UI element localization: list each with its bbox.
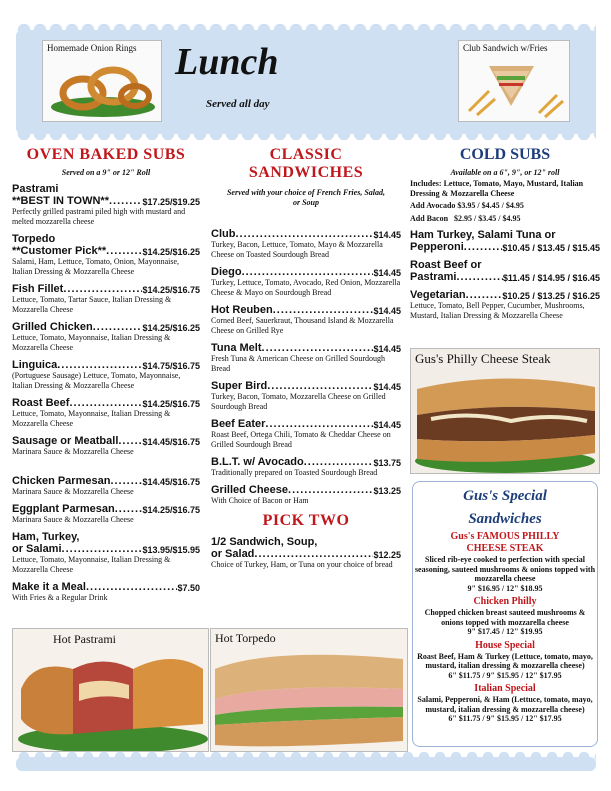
menu-item-name: Roast Beef [12, 397, 70, 409]
oven-baked-column [12, 146, 200, 609]
gus-item-price: 9" $16.95 / 12" $18.95 [467, 583, 543, 593]
menu-item-description: Perfectly grilled pastrami piled high with mustard and melted mozzarella cheese [12, 207, 186, 226]
menu-item [211, 228, 401, 260]
page-subtitle: Served all day [206, 98, 270, 110]
menu-item-price: $14.25/$16.25 [142, 247, 200, 257]
menu-item-price: $11.45 / $14.95 / $16.45 [502, 273, 600, 283]
menu-item [410, 289, 600, 321]
menu-item-price: $14.45 [373, 306, 401, 316]
menu-item-name: **Customer Pick** [12, 245, 107, 257]
menu-item [12, 581, 200, 603]
menu-item-description: Marinara Sauce & Mozzarella Cheese [12, 447, 134, 456]
gus-item [413, 683, 597, 724]
menu-item-price: $14.45 [373, 420, 401, 430]
menu-item-description: Lettuce, Tomato, Mayonnaise, Italian Dressing & Mozzarella Cheese [12, 555, 171, 574]
menu-item-name: or Salami [12, 543, 62, 555]
cold-subs-includes: Includes: Lettuce, Tomato, Mayo, Mustard, Italian Dressing & Mozzarella Cheese [410, 179, 584, 198]
hot-pastrami-photo [12, 628, 209, 752]
menu-item-description: Fresh Tuna & American Cheese on Grilled Sourdough Bread [211, 354, 385, 373]
classic-sandwiches-column [211, 146, 401, 576]
menu-item-name: Tuna Melt [211, 342, 262, 354]
menu-item [12, 183, 200, 227]
menu-item-price: $13.25 [373, 486, 401, 496]
menu-item-name: Make it a Meal [12, 581, 86, 593]
add-bacon: Add Bacon $2.95 / $3.45 / $4.95 [410, 214, 521, 223]
menu-item-name-line1: Roast Beef or [410, 259, 482, 271]
menu-item [12, 359, 200, 391]
menu-item-name: Club [211, 228, 236, 240]
club-sandwich-image [459, 41, 569, 121]
menu-item [410, 259, 600, 283]
menu-item-name: Fish Fillet [12, 283, 64, 295]
menu-item-name: Diego [211, 266, 242, 278]
menu-item-price: $10.45 / $13.45 / $15.45 [502, 243, 600, 253]
menu-item [410, 229, 600, 253]
menu-item-name-line1: 1/2 Sandwich, Soup, [211, 536, 318, 548]
menu-item-price: $13.75 [373, 458, 401, 468]
menu-item-name: Linguica [12, 359, 58, 371]
gus-item-price: 9" $17.45 / 12" $19.95 [467, 627, 543, 636]
philly-photo-caption: Gus's Philly Cheese Steak [415, 351, 551, 366]
menu-item-price: $14.45 [373, 344, 401, 354]
hot-torpedo-caption: Hot Torpedo [215, 631, 276, 645]
gus-item-title: Italian Special [474, 683, 536, 694]
menu-item [12, 283, 200, 315]
gus-heading-line1: Gus's Special [463, 488, 547, 504]
menu-item-description: Turkey, Bacon, Tomato, Mozzarella Cheese on Grilled Sourdough Bread [211, 392, 386, 411]
menu-item [211, 342, 401, 374]
hot-torpedo-image [211, 629, 407, 751]
gus-item-description: Chopped chicken breast sauteed mushrooms & onions topped with mozzarella cheese [424, 608, 586, 627]
gus-item-description: Salami, Pepperoni, & Ham (Lettuce, tomato, mayo, mustard, italian dressing & mozzarella cheese) [417, 695, 593, 714]
oven-baked-heading: OVEN BAKED SUBS [26, 146, 186, 163]
menu-item-name-line1: Ham Turkey, Salami Tuna or [410, 229, 556, 241]
menu-item-description: With Choice of Bacon or Ham [211, 496, 309, 505]
menu-item [12, 531, 200, 575]
menu-item-name-line1: Pastrami [12, 183, 59, 195]
menu-item-price: $14.45 [373, 230, 401, 240]
menu-item-price: $14.25/$16.75 [142, 399, 200, 409]
hot-pastrami-image [13, 629, 208, 751]
menu-item-name: Vegetarian [410, 289, 466, 301]
gus-item-description: Sliced rib-eye cooked to perfection with special seasoning, sauteed mushrooms & onions topped with mozzarella cheese [414, 555, 596, 583]
menu-item [12, 435, 200, 457]
menu-item-price: $13.95/$15.95 [142, 545, 200, 555]
menu-item [211, 418, 401, 450]
menu-item-description: Traditionally prepared on Toasted Sourdough Bread [211, 468, 378, 477]
menu-item-description: Lettuce, Tomato, Mayonnaise, Italian Dressing & Mozzarella Cheese [12, 333, 171, 352]
menu-item [211, 380, 401, 412]
menu-item-description: (Portuguese Sausage) Lettuce, Tomato, Mayonnaise, Italian Dressing & Mozzarella Cheese [12, 371, 181, 390]
menu-item-description: Corned Beef, Sauerkraut, Thousand Island & Mozzarella Cheese on Grilled Rye [211, 316, 394, 335]
menu-item-description: Lettuce, Tomato, Mayonnaise, Italian Dressing & Mozzarella Cheese [12, 409, 171, 428]
menu-item-name: Super Bird [211, 380, 268, 392]
add-avocado: Add Avocado $3.95 / $4.45 / $4.95 [410, 201, 524, 210]
menu-item-price: $14.45/$16.75 [142, 477, 200, 487]
menu-item-price: $14.25/$16.75 [142, 285, 200, 295]
hot-pastrami-caption: Hot Pastrami [53, 632, 116, 646]
menu-item-description: Lettuce, Tomato, Tartar Sauce, Italian Dressing & Mozzarella Cheese [12, 295, 172, 314]
gus-item-price: 6" $11.75 / 9" $15.95 / 12" $17.95 [448, 714, 562, 723]
menu-item-name: Chicken Parmesan [12, 475, 111, 487]
menu-item-name-line1: Torpedo [12, 233, 56, 245]
menu-item [12, 475, 200, 497]
menu-item-price: $7.50 [177, 583, 200, 593]
menu-item-name: Grilled Chicken [12, 321, 93, 333]
classic-heading-line2: SANDWICHES [248, 164, 364, 181]
classic-note: Served with your choice of French Fries, Salad, or Soup [226, 188, 385, 207]
gus-item-title: Gus's FAMOUS PHILLY [450, 531, 560, 542]
menu-item [12, 397, 200, 429]
menu-item-price: $14.45 [373, 268, 401, 278]
menu-item-name-line1: Ham, Turkey, [12, 531, 80, 543]
menu-item [211, 456, 401, 478]
menu-item-price: $10.25 / $13.25 / $16.25 [502, 291, 600, 301]
menu-item-price: $12.25 [373, 550, 401, 560]
gus-item-price: 6" $11.75 / 9" $15.95 / 12" $17.95 [448, 670, 562, 680]
gus-item [413, 596, 597, 637]
menu-item-description: Marinara Sauce & Mozzarella Cheese [12, 487, 134, 496]
menu-item-price: $14.25/$16.25 [142, 323, 200, 333]
menu-item-name: **BEST IN TOWN** [12, 195, 109, 207]
club-sandwich-photo [458, 40, 570, 122]
menu-item-description: Turkey, Bacon, Lettuce, Tomato, Mayo & Mozzarella Cheese on Toasted Sourdough Bread [211, 240, 383, 259]
menu-item-name: Hot Reuben [211, 304, 273, 316]
menu-item-name: Beef Eater [211, 418, 266, 430]
menu-item-price: $14.45 [373, 382, 401, 392]
oven-baked-note: Served on a 9" or 12" Roll [61, 168, 151, 177]
pick-two-heading: PICK TWO [262, 512, 350, 529]
menu-item-name: Grilled Cheese [211, 484, 289, 496]
cold-subs-column [410, 146, 600, 327]
menu-item-description: Salami, Ham, Lettuce, Tomato, Onion, Mayonnaise, Italian Dressing & Mozzarella Cheese [12, 257, 180, 276]
menu-item [12, 321, 200, 353]
gus-item [413, 531, 597, 593]
onion-rings-image [43, 41, 161, 121]
menu-item-name: Sausage or Meatball [12, 435, 119, 447]
philly-cheese-steak-image [411, 349, 599, 473]
menu-item-description: With Fries & a Regular Drink [12, 593, 108, 602]
menu-item-price: $14.25/$16.75 [142, 505, 200, 515]
menu-item-description: Marinara Sauce & Mozzarella Cheese [12, 515, 134, 524]
menu-item-name: B.L.T. w/ Avocado [211, 456, 304, 468]
menu-item-price: $17.25/$19.25 [142, 197, 200, 207]
onion-rings-caption: Homemade Onion Rings [47, 43, 137, 53]
page-title: Lunch [175, 41, 279, 83]
gus-special-box [412, 481, 598, 747]
club-sandwich-caption: Club Sandwich w/Fries [463, 43, 548, 53]
hot-torpedo-photo [210, 628, 408, 752]
menu-item-name: Eggplant Parmesan [12, 503, 115, 515]
menu-item-description: Roast Beef, Ortega Chili, Tomato & Cheddar Cheese on Grilled Sourdough Bread [211, 430, 391, 449]
philly-cheese-steak-photo [410, 348, 600, 474]
cold-subs-heading: COLD SUBS [459, 146, 551, 163]
menu-item-description: Choice of Turkey, Ham, or Tuna on your choice of bread [211, 560, 393, 569]
menu-item-name: Pastrami [410, 271, 457, 283]
menu-item [211, 266, 401, 298]
gus-heading-line2: Sandwiches [468, 511, 542, 527]
menu-item-name: or Salad [211, 548, 255, 560]
menu-item-description: Turkey, Lettuce, Tomato, Avocado, Red Onion, Mozzarella Cheese & Mayo on Sourdough Bread [211, 278, 401, 297]
gus-item-title-line2: CHEESE STEAK [466, 543, 544, 554]
cold-subs-note: Available on a 6", 9", or 12" roll [450, 168, 560, 177]
menu-item [211, 304, 401, 336]
menu-item [211, 536, 401, 570]
menu-item [12, 503, 200, 525]
gus-item-title: House Special [475, 639, 535, 651]
classic-heading-line1: CLASSIC [269, 146, 343, 163]
menu-item-price: $14.75/$16.75 [142, 361, 200, 371]
menu-item-name: Pepperoni [410, 241, 464, 253]
menu-item [211, 484, 401, 506]
onion-rings-photo [42, 40, 162, 122]
gus-item-description: Roast Beef, Ham & Turkey (Lettuce, tomato, mayo, mustard, italian dressing & mozzarella cheese) [417, 651, 593, 670]
footer-band [16, 757, 596, 771]
gus-item [413, 640, 597, 681]
menu-item-price: $14.45/$16.75 [142, 437, 200, 447]
gus-item-title: Chicken Philly [473, 596, 537, 607]
menu-item [12, 233, 200, 277]
menu-item-description: Lettuce, Tomato, Bell Pepper, Cucumber, Mushrooms, Mustard, Italian Dressing & Mozzarella Cheese [410, 301, 585, 320]
